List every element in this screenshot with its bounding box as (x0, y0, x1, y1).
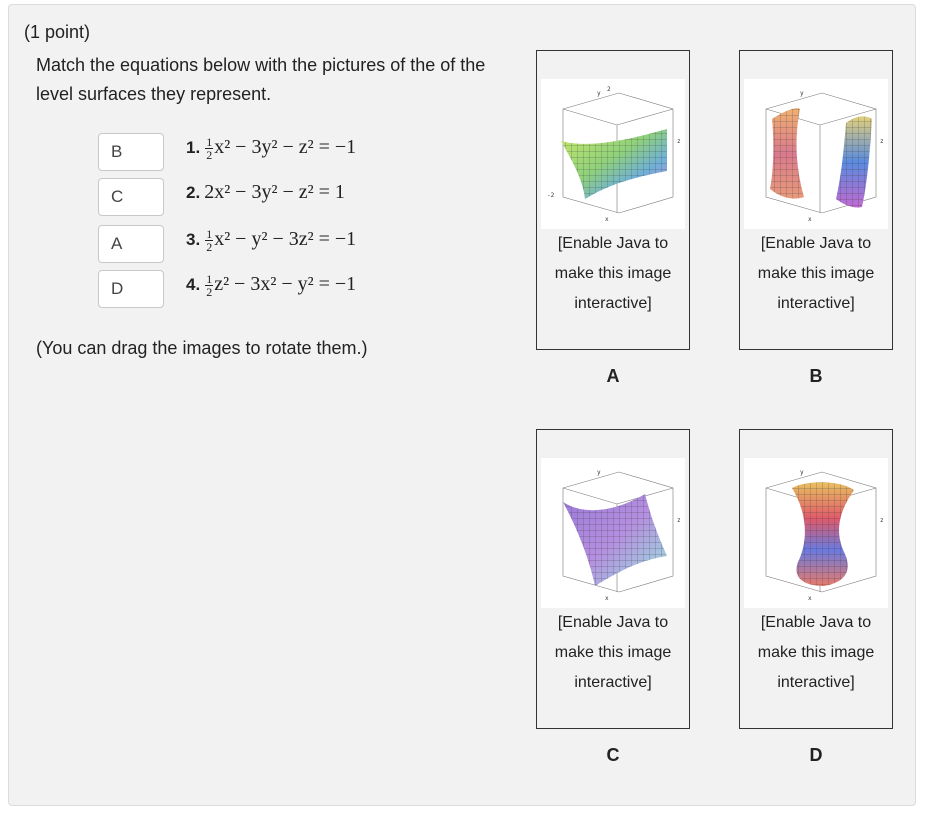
fraction (205, 228, 213, 253)
axis-label-z: z (677, 138, 681, 145)
java-notice-line: [Enable Java to (760, 614, 872, 631)
java-notice (740, 229, 892, 319)
frac-numerator: 1 (206, 135, 213, 149)
equation-number: 1. (186, 138, 201, 158)
java-notice-line: interactive] (574, 674, 652, 691)
axis-label-x: x (808, 216, 812, 223)
axis-label-z: z (880, 138, 884, 145)
surface-plot-a[interactable] (541, 79, 685, 229)
java-notice-line: [Enable Java to (557, 614, 669, 631)
axis-label-y: y (597, 90, 601, 97)
java-notice-line: make this image (757, 265, 875, 282)
frac-numerator: 1 (206, 272, 213, 286)
equation-number: 2. (186, 183, 201, 202)
fraction (205, 273, 213, 298)
java-notice-line: [Enable Java to (760, 235, 872, 252)
equation-number: 4. (186, 275, 201, 295)
answer-input-1[interactable]: B (98, 133, 164, 171)
java-notice (537, 608, 689, 698)
equation-body: x² − 3y² − z² = −1 (214, 136, 357, 159)
java-notice-line: interactive] (777, 674, 855, 691)
fraction (205, 136, 213, 161)
equation-body: 2x² − 3y² − z² = 1 (204, 181, 345, 203)
surface-plot-c[interactable] (541, 458, 685, 608)
axis-label-x: x (808, 595, 812, 602)
equation-1 (186, 136, 356, 161)
equation-number: 3. (186, 230, 201, 250)
axis-label-x: x (605, 216, 609, 223)
problem-prompt: Match the equations below with the pictures of the of the level surfaces they represent. (36, 55, 486, 104)
equation-2 (186, 181, 345, 204)
frac-denominator: 2 (206, 148, 213, 162)
equation-3 (186, 228, 356, 253)
axis-label-y: y (800, 90, 804, 97)
image-card-b[interactable] (739, 50, 893, 350)
image-label-b: B (809, 366, 823, 386)
tick-label: 2 (607, 86, 611, 93)
java-notice-line: make this image (554, 644, 672, 661)
java-notice (537, 229, 689, 319)
frac-numerator: 1 (206, 227, 213, 241)
rotate-hint: (You can drag the images to rotate them.) (36, 338, 368, 358)
axis-label-y: y (597, 469, 601, 476)
frac-denominator: 2 (206, 240, 213, 254)
equation-body: x² − y² − 3z² = −1 (214, 228, 357, 251)
image-label-a: A (606, 366, 620, 386)
surface-plot-d[interactable] (744, 458, 888, 608)
java-notice-line: interactive] (574, 295, 652, 312)
frac-denominator: 2 (206, 285, 213, 299)
java-notice-line: [Enable Java to (557, 235, 669, 252)
axis-label-x: x (605, 595, 609, 602)
java-notice-line: make this image (757, 644, 875, 661)
axis-label-z: z (677, 517, 681, 524)
image-card-d[interactable] (739, 429, 893, 729)
java-notice-line: make this image (554, 265, 672, 282)
axis-label-y: y (800, 469, 804, 476)
java-notice (740, 608, 892, 698)
image-label-d: D (809, 745, 823, 765)
equation-4 (186, 273, 356, 298)
answer-input-2[interactable]: C (98, 178, 164, 216)
image-card-c[interactable] (536, 429, 690, 729)
answer-input-3[interactable]: A (98, 225, 164, 263)
answer-input-4[interactable]: D (98, 270, 164, 308)
tick-label: -2 (547, 192, 555, 199)
image-label-c: C (606, 745, 620, 765)
java-notice-line: interactive] (777, 295, 855, 312)
points-label: (1 point) (24, 22, 91, 42)
image-card-a[interactable] (536, 50, 690, 350)
equation-body: z² − 3x² − y² = −1 (214, 273, 357, 296)
axis-label-z: z (880, 517, 884, 524)
surface-plot-b[interactable] (744, 79, 888, 229)
